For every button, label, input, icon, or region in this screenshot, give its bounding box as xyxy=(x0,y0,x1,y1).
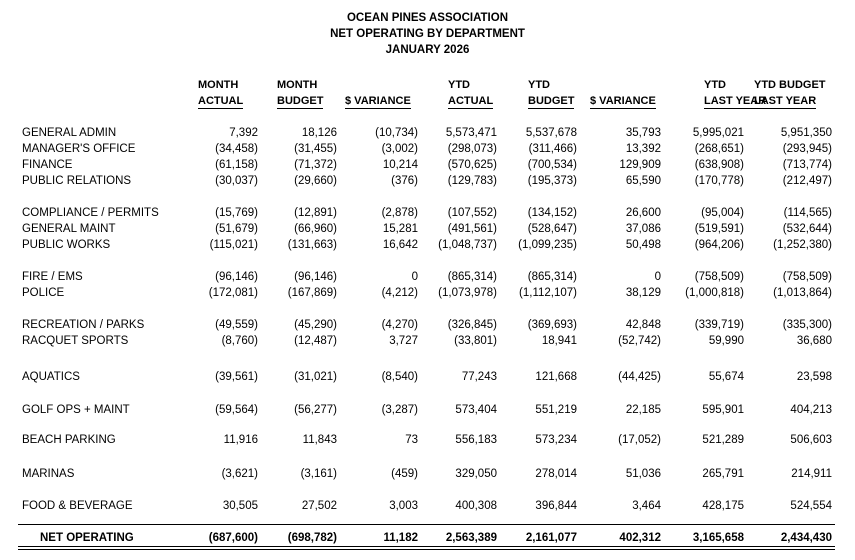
column-header-top: MONTH xyxy=(277,79,318,91)
cell-value: (528,647) xyxy=(527,223,577,235)
cell-value: 129,909 xyxy=(619,159,661,171)
cell-value: (570,625) xyxy=(447,159,497,171)
cell-value: (3,287) xyxy=(381,404,418,416)
cell-value: (298,073) xyxy=(447,143,497,155)
cell-value: 595,901 xyxy=(702,404,744,416)
column-header-label: LAST YEAR xyxy=(704,95,767,107)
total-value: (687,600) xyxy=(208,532,258,544)
cell-value: (369,693) xyxy=(527,319,577,331)
row-label: MARINAS xyxy=(22,468,75,480)
row-label: GOLF OPS + MAINT xyxy=(22,404,130,416)
cell-value: (1,048,737) xyxy=(438,239,497,251)
cell-value: (459) xyxy=(391,468,418,480)
cell-value: 35,793 xyxy=(625,127,661,139)
cell-value: (758,509) xyxy=(694,271,744,283)
cell-value: 265,791 xyxy=(702,468,744,480)
cell-value: (15,769) xyxy=(215,207,258,219)
cell-value: 551,219 xyxy=(535,404,577,416)
org-name: OCEAN PINES ASSOCIATION xyxy=(346,12,509,24)
cell-value: 65,590 xyxy=(625,175,661,187)
column-header-bottom xyxy=(277,94,323,109)
cell-value: 50,498 xyxy=(625,239,661,251)
cell-value: 573,404 xyxy=(455,404,497,416)
cell-value: 524,554 xyxy=(790,500,832,512)
cell-value: (52,742) xyxy=(618,335,661,347)
row-label: FINANCE xyxy=(22,159,73,171)
cell-value: (268,651) xyxy=(694,143,744,155)
cell-value: 506,603 xyxy=(790,434,832,446)
cell-value: 13,392 xyxy=(625,143,661,155)
column-header-label: BUDGET xyxy=(528,95,575,107)
cell-value: 573,234 xyxy=(535,434,577,446)
cell-value: 556,183 xyxy=(455,434,497,446)
cell-value: (31,455) xyxy=(294,143,337,155)
cell-value: (3,161) xyxy=(300,468,337,480)
report-name: NET OPERATING BY DEPARTMENT xyxy=(330,28,525,40)
cell-value: (713,774) xyxy=(782,159,832,171)
cell-value: (8,540) xyxy=(381,371,418,383)
cell-value: 521,289 xyxy=(702,434,744,446)
cell-value: 11,916 xyxy=(223,434,258,446)
cell-value: 23,598 xyxy=(796,371,832,383)
cell-value: (326,845) xyxy=(447,319,497,331)
cell-value: 22,185 xyxy=(625,404,661,416)
cell-value: (129,783) xyxy=(447,175,497,187)
row-label: AQUATICS xyxy=(22,371,80,383)
cell-value: 3,727 xyxy=(389,335,418,347)
cell-value: (1,252,380) xyxy=(773,239,832,251)
cell-value: (29,660) xyxy=(294,175,337,187)
column-header-label: LAST YEAR xyxy=(754,95,817,107)
cell-value: (491,561) xyxy=(447,223,497,235)
column-header-top: YTD xyxy=(704,79,726,91)
total-double-rule-1 xyxy=(18,546,835,547)
cell-value: 51,036 xyxy=(625,468,661,480)
cell-value: (3,002) xyxy=(381,143,418,155)
cell-value: (12,487) xyxy=(294,335,337,347)
row-label: GENERAL MAINT xyxy=(22,223,116,235)
cell-value: 5,995,021 xyxy=(692,127,744,139)
total-value: 11,182 xyxy=(383,532,418,544)
cell-value: (31,021) xyxy=(294,371,337,383)
cell-value: (335,300) xyxy=(782,319,832,331)
cell-value: (2,878) xyxy=(381,207,418,219)
cell-value: 18,126 xyxy=(301,127,337,139)
cell-value: (8,760) xyxy=(221,335,258,347)
row-label: PUBLIC WORKS xyxy=(22,239,111,251)
column-header-label: ACTUAL xyxy=(448,95,494,107)
column-header-bottom xyxy=(528,94,574,109)
row-label: FIRE / EMS xyxy=(22,271,83,283)
row-label: FOOD & BEVERAGE xyxy=(22,500,133,512)
cell-value: 30,505 xyxy=(222,500,258,512)
cell-value: (131,663) xyxy=(287,239,337,251)
cell-value: (66,960) xyxy=(294,223,337,235)
cell-value: (293,945) xyxy=(782,143,832,155)
cell-value: 400,308 xyxy=(455,500,497,512)
cell-value: (49,559) xyxy=(215,319,258,331)
cell-value: 278,014 xyxy=(535,468,577,480)
cell-value: 121,668 xyxy=(535,371,577,383)
total-value: (698,782) xyxy=(287,532,337,544)
cell-value: (61,158) xyxy=(215,159,258,171)
cell-value: (51,679) xyxy=(215,223,258,235)
cell-value: 16,642 xyxy=(382,239,418,251)
row-label: PUBLIC RELATIONS xyxy=(22,175,132,187)
cell-value: 428,175 xyxy=(702,500,744,512)
column-header-bottom xyxy=(448,94,493,109)
cell-value: 214,911 xyxy=(791,468,832,480)
cell-value: 3,464 xyxy=(632,500,661,512)
cell-value: (30,037) xyxy=(215,175,258,187)
cell-value: (964,206) xyxy=(694,239,744,251)
column-header-label: ACTUAL xyxy=(198,95,244,107)
column-header-bottom xyxy=(345,94,411,109)
cell-value: 26,600 xyxy=(625,207,661,219)
cell-value: (107,552) xyxy=(447,207,497,219)
cell-value: (195,373) xyxy=(527,175,577,187)
cell-value: (59,564) xyxy=(215,404,258,416)
column-header-bottom xyxy=(754,94,816,109)
cell-value: 42,848 xyxy=(625,319,661,331)
total-value: 2,563,389 xyxy=(445,532,497,544)
cell-value: (339,719) xyxy=(694,319,744,331)
column-header-bottom xyxy=(590,94,656,109)
cell-value: 5,537,678 xyxy=(525,127,577,139)
column-header-bottom xyxy=(198,94,243,109)
column-header-top: YTD xyxy=(448,79,470,91)
cell-value: 329,050 xyxy=(455,468,497,480)
cell-value: 36,680 xyxy=(796,335,832,347)
total-label: NET OPERATING xyxy=(40,532,134,544)
cell-value: (33,801) xyxy=(454,335,497,347)
cell-value: (3,621) xyxy=(221,468,258,480)
row-label: BEACH PARKING xyxy=(22,434,116,446)
row-label: MANAGER'S OFFICE xyxy=(22,143,136,155)
column-header-top: YTD xyxy=(528,79,550,91)
cell-value: 38,129 xyxy=(625,287,661,299)
row-label: RECREATION / PARKS xyxy=(22,319,145,331)
row-label: COMPLIANCE / PERMITS xyxy=(22,207,159,219)
cell-value: 15,281 xyxy=(382,223,418,235)
cell-value: 18,941 xyxy=(541,335,577,347)
cell-value: (34,458) xyxy=(215,143,258,155)
cell-value: (4,212) xyxy=(381,287,418,299)
cell-value: (170,778) xyxy=(694,175,744,187)
cell-value: (96,146) xyxy=(294,271,337,283)
column-header-label: $ VARIANCE xyxy=(345,95,411,107)
cell-value: (865,314) xyxy=(447,271,497,283)
cell-value: (17,052) xyxy=(618,434,661,446)
cell-value: (134,152) xyxy=(527,207,577,219)
cell-value: (56,277) xyxy=(294,404,337,416)
cell-value: 10,214 xyxy=(382,159,418,171)
column-header-label: $ VARIANCE xyxy=(590,95,656,107)
cell-value: (865,314) xyxy=(527,271,577,283)
cell-value: 59,990 xyxy=(708,335,744,347)
cell-value: 0 xyxy=(411,271,418,283)
cell-value: 77,243 xyxy=(461,371,497,383)
cell-value: 55,674 xyxy=(708,371,744,383)
total-top-rule xyxy=(18,524,835,525)
cell-value: 5,573,471 xyxy=(445,127,497,139)
cell-value: (376) xyxy=(391,175,418,187)
total-value: 2,161,077 xyxy=(525,532,577,544)
cell-value: (638,908) xyxy=(694,159,744,171)
cell-value: (12,891) xyxy=(294,207,337,219)
cell-value: 3,003 xyxy=(389,500,418,512)
cell-value: (311,466) xyxy=(528,143,577,155)
cell-value: 27,502 xyxy=(301,500,337,512)
report-period: JANUARY 2026 xyxy=(385,44,470,56)
cell-value: (1,099,235) xyxy=(518,239,577,251)
total-value: 2,434,430 xyxy=(780,532,832,544)
cell-value: 404,213 xyxy=(790,404,832,416)
cell-value: 5,951,350 xyxy=(780,127,832,139)
column-header-label: BUDGET xyxy=(277,95,324,107)
cell-value: 37,086 xyxy=(625,223,661,235)
row-label: POLICE xyxy=(22,287,65,299)
cell-value: (167,869) xyxy=(287,287,337,299)
cell-value: 396,844 xyxy=(535,500,577,512)
cell-value: (95,004) xyxy=(701,207,744,219)
row-label: RACQUET SPORTS xyxy=(22,335,129,347)
row-label: GENERAL ADMIN xyxy=(22,127,117,139)
cell-value: 0 xyxy=(654,271,661,283)
total-value: 402,312 xyxy=(619,532,661,544)
cell-value: (172,081) xyxy=(208,287,258,299)
cell-value: (519,591) xyxy=(694,223,744,235)
cell-value: (4,270) xyxy=(381,319,418,331)
column-header-top: MONTH xyxy=(198,79,239,91)
cell-value: (532,644) xyxy=(782,223,832,235)
cell-value: 73 xyxy=(405,434,418,446)
cell-value: (114,565) xyxy=(783,207,832,219)
cell-value: (758,509) xyxy=(782,271,832,283)
cell-value: (96,146) xyxy=(215,271,258,283)
cell-value: (1,073,978) xyxy=(438,287,497,299)
cell-value: (700,534) xyxy=(527,159,577,171)
total-double-rule-2 xyxy=(18,549,835,550)
cell-value: 11,843 xyxy=(302,434,337,446)
cell-value: (10,734) xyxy=(375,127,418,139)
cell-value: (45,290) xyxy=(294,319,337,331)
column-header-top: YTD BUDGET xyxy=(754,79,826,91)
cell-value: (115,021) xyxy=(209,239,258,251)
total-value: 3,165,658 xyxy=(692,532,744,544)
cell-value: (1,013,864) xyxy=(773,287,832,299)
cell-value: 7,392 xyxy=(229,127,258,139)
cell-value: (1,112,107) xyxy=(519,287,577,299)
cell-value: (1,000,818) xyxy=(685,287,744,299)
cell-value: (39,561) xyxy=(215,371,258,383)
cell-value: (71,372) xyxy=(294,159,337,171)
cell-value: (44,425) xyxy=(618,371,661,383)
cell-value: (212,497) xyxy=(782,175,832,187)
